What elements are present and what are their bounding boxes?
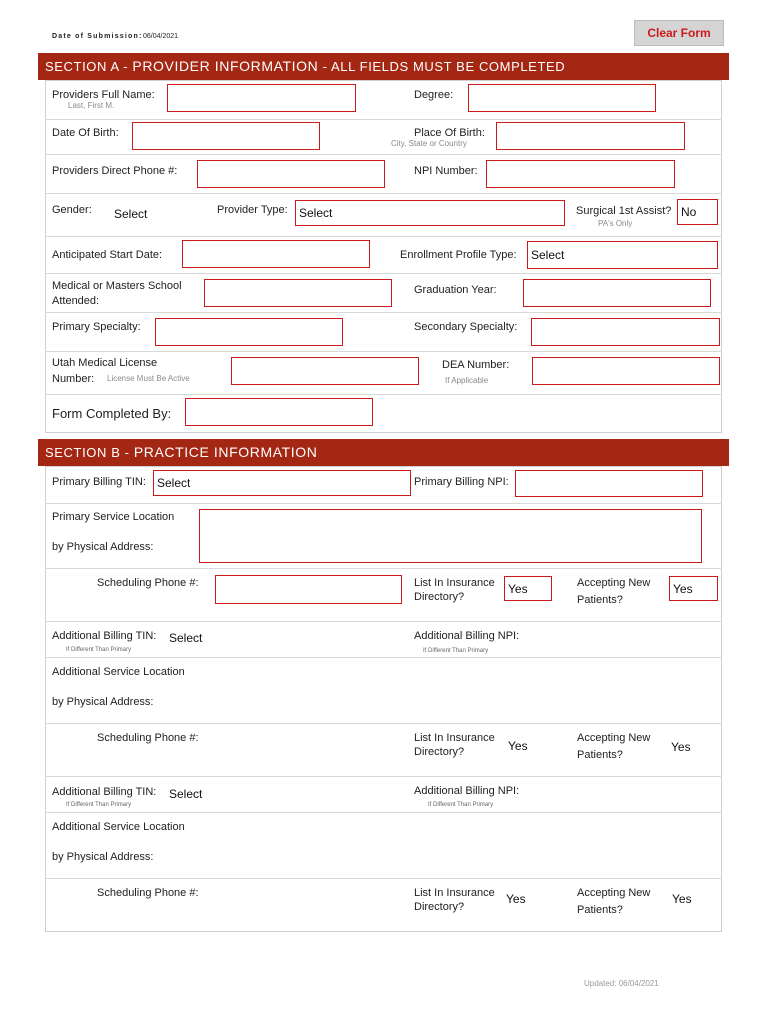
updated-date: Updated: 06/04/2021 [584,979,659,988]
additional-tin-label: Additional Billing TIN: [52,786,157,798]
list-directory-label-line2: Directory? [414,591,465,603]
secondary-specialty-input[interactable] [531,318,720,346]
direct-phone-input[interactable] [197,160,385,188]
clear-form-button[interactable]: Clear Form [634,20,724,46]
npi-label: NPI Number: [414,165,478,177]
additional-npi-hint: If Different Than Primary [428,802,494,808]
list-directory-select[interactable]: Yes [508,739,528,753]
divider [45,776,722,777]
secondary-specialty-label: Secondary Specialty: [414,321,518,333]
divider [45,503,722,504]
pob-hint: City, State or Country [391,139,467,148]
accepting-patients-label: Accepting New [577,577,651,589]
list-directory-label: List In Insurance [414,577,495,589]
license-label: Utah Medical License [52,357,158,369]
additional-npi-label: Additional Billing NPI: [414,630,520,642]
list-directory-select[interactable]: Yes [506,892,526,906]
full-name-input[interactable] [167,84,356,112]
npi-input[interactable] [486,160,675,188]
divider [45,394,722,395]
divider [45,657,722,658]
gender-label: Gender: [52,204,92,216]
additional-tin-hint: If Different Than Primary [66,647,132,653]
divider [45,723,722,724]
completed-by-input[interactable] [185,398,373,426]
provider-type-value: Select [299,206,333,220]
primary-location-input[interactable] [199,509,702,563]
additional-tin-select[interactable]: Select [169,787,203,801]
list-directory-label: List In Insurance [414,732,495,744]
degree-input[interactable] [468,84,656,112]
accepting-patients-select[interactable] [669,576,718,601]
additional-tin-select[interactable]: Select [169,631,203,645]
list-directory-label-line2: Directory? [414,901,465,913]
accepting-patients-label: Accepting New [577,887,651,899]
surgical-assist-hint: PA's Only [598,219,633,228]
divider [45,812,722,813]
primary-tin-select[interactable] [153,470,411,496]
divider [45,351,722,352]
primary-npi-label: Primary Billing NPI: [414,476,509,488]
section-a-prefix: SECTION A - [45,59,133,74]
additional-location-label-line2: by Physical Address: [52,696,154,708]
accepting-patients-label-line2: Patients? [577,749,623,761]
section-b-prefix: SECTION B - [45,445,134,460]
dea-input[interactable] [532,357,720,385]
full-name-hint: Last, First M. [68,101,115,110]
divider [45,193,722,194]
dea-label: DEA Number: [442,359,510,371]
gender-select[interactable]: Select [114,207,148,221]
direct-phone-label: Providers Direct Phone #: [52,165,178,177]
section-a-title: PROVIDER INFORMATION [132,58,319,74]
surgical-assist-select[interactable] [677,199,718,225]
accepting-patients-label-line2: Patients? [577,594,623,606]
start-date-input[interactable] [182,240,370,268]
enrollment-type-label: Enrollment Profile Type: [400,249,517,261]
license-hint: License Must Be Active [107,374,190,383]
section-a-suffix: - ALL FIELDS MUST BE COMPLETED [318,59,566,74]
enrollment-type-value: Select [531,248,565,262]
license-label-line2: Number: [52,373,95,385]
divider [45,154,722,155]
additional-location-label: Additional Service Location [52,821,185,833]
primary-specialty-input[interactable] [155,318,343,346]
pob-label: Place Of Birth: [414,127,485,139]
section-b-title: PRACTICE INFORMATION [133,444,318,460]
list-directory-select[interactable] [504,576,552,601]
accepting-patients-label: Accepting New [577,732,651,744]
provider-type-select[interactable] [295,200,565,226]
accepting-patients-value: Yes [673,581,693,596]
primary-specialty-label: Primary Specialty: [52,321,141,333]
scheduling-phone-label: Scheduling Phone #: [97,887,199,899]
accepting-patients-label-line2: Patients? [577,904,623,916]
primary-location-label-line2: by Physical Address: [52,541,154,553]
list-directory-label: List In Insurance [414,887,495,899]
divider [45,119,722,120]
additional-location-label: Additional Service Location [52,666,185,678]
degree-label: Degree: [414,89,454,101]
license-input[interactable] [231,357,419,385]
section-b-header [38,439,729,466]
list-directory-value: Yes [508,581,528,596]
pob-input[interactable] [496,122,685,150]
additional-tin-label: Additional Billing TIN: [52,630,157,642]
surgical-assist-value: No [681,205,697,219]
dea-hint: If Applicable [445,376,489,385]
dob-input[interactable] [132,122,320,150]
primary-npi-input[interactable] [515,470,703,497]
scheduling-phone-input[interactable] [215,575,402,604]
divider [45,236,722,237]
school-label: Medical or Masters School [52,280,182,292]
completed-by-label: Form Completed By: [52,406,172,421]
list-directory-label-line2: Directory? [414,746,465,758]
scheduling-phone-label: Scheduling Phone #: [97,577,199,589]
additional-location-label-line2: by Physical Address: [52,851,154,863]
start-date-label: Anticipated Start Date: [52,249,163,261]
grad-year-input[interactable] [523,279,711,307]
divider [45,621,722,622]
enrollment-type-select[interactable] [527,241,718,269]
divider [45,273,722,274]
divider [45,568,722,569]
submission-date-value: 06/04/2021 [143,33,179,40]
additional-npi-hint: If Different Than Primary [423,648,489,654]
dob-label: Date Of Birth: [52,127,119,139]
section-a-header [38,53,729,80]
accepting-patients-select[interactable]: Yes [671,740,691,754]
accepting-patients-select[interactable]: Yes [672,892,692,906]
primary-tin-label: Primary Billing TIN: [52,476,146,488]
divider [45,312,722,313]
grad-year-label: Graduation Year: [414,284,497,296]
full-name-label: Providers Full Name: [52,89,155,101]
scheduling-phone-label: Scheduling Phone #: [97,732,199,744]
provider-type-label: Provider Type: [217,204,288,216]
school-label-line2: Attended: [52,295,100,307]
divider [45,878,722,879]
submission-date-label: Date of Submission: [52,33,143,40]
primary-location-label: Primary Service Location [52,511,175,523]
additional-tin-hint: If Different Than Primary [66,802,132,808]
additional-npi-label: Additional Billing NPI: [414,785,520,797]
primary-tin-value: Select [157,476,191,490]
surgical-assist-label: Surgical 1st Assist? [576,205,672,217]
school-input[interactable] [204,279,392,307]
